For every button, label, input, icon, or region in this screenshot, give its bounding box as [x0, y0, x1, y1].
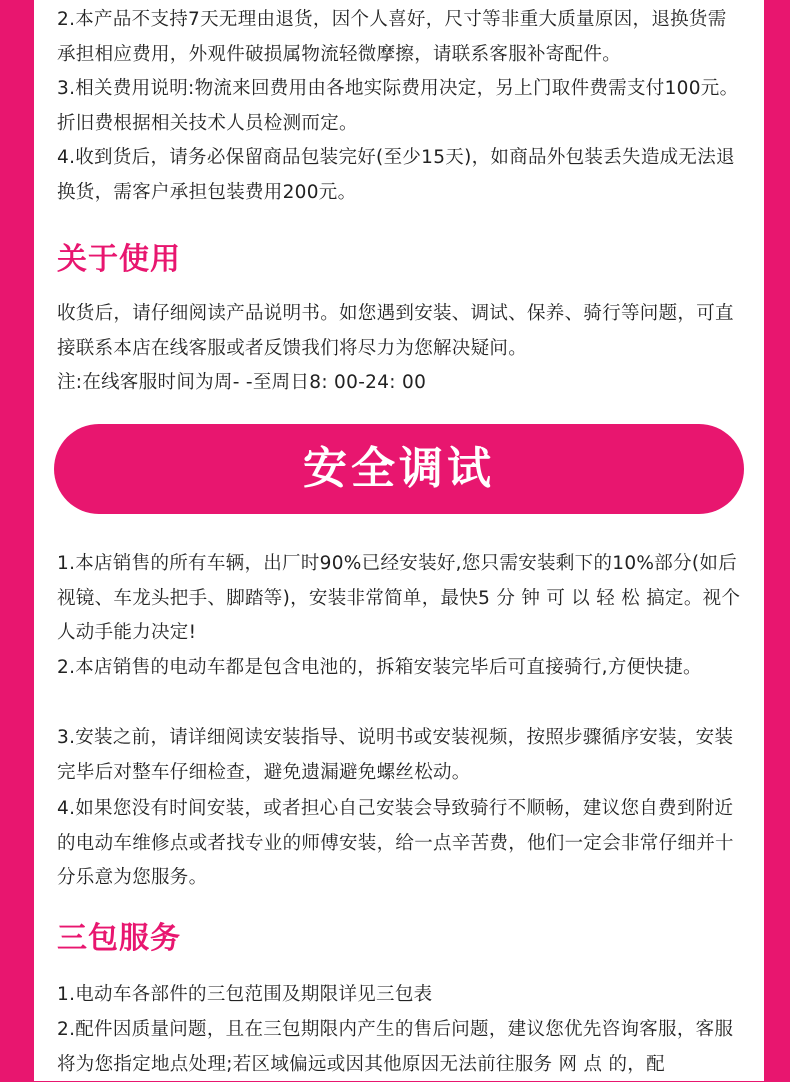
return-policy-item-4: 4.收到货后，请务必保留商品包装完好(至少15天)，如商品外包装丢失造成无法退换货，需客户承担包装费用200元。 [57, 147, 735, 203]
warranty-heading: 三包服务 [57, 921, 181, 956]
usage-note: 注:在线客服时间为周- -至周日8: 00-24: 00 [57, 372, 427, 393]
usage-body: 收货后，请仔细阅读产品说明书。如您遇到安装、调试、保养、骑行等问题，可直接联系本店在线客服或者反馈我们将尽力为您解决疑问。 [57, 303, 734, 359]
safety-item-2: 2.本店销售的电动车都是包含电池的，拆箱安装完毕后可直接骑行,方便快捷。 [57, 657, 702, 678]
usage-heading: 关于使用 [57, 242, 181, 277]
warranty-item-1: 1.电动车各部件的三包范围及期限详见三包表 [57, 984, 433, 1005]
warranty-item-2: 2.配件因质量问题，且在三包期限内产生的售后问题，建议您优先咨询客服，客服将为您指定地点处理;若区域偏远或因其他原因无法前往服务 网 点 的，配 [57, 1019, 734, 1075]
safety-item-3: 3.安装之前，请详细阅读安装指导、说明书或安装视频，按照步骤循序安装，安装完毕后对整车仔细检查，避免遗漏避免螺丝松动。 [57, 727, 734, 783]
return-policy-item-2: 2.本产品不支持7天无理由退货，因个人喜好，尺寸等非重大质量原因，退换货需承担相应费用，外观件破损属物流轻微摩擦，请联系客服补寄配件。 [57, 9, 727, 65]
return-policy-item-3: 3.相关费用说明:物流来回费用由各地实际费用决定，另上门取件费需支付100元。折旧费根据相关技术人员检测而定。 [57, 78, 739, 134]
safety-banner: 安全调试 [54, 424, 744, 514]
safety-item-1: 1.本店销售的所有车辆，出厂时90%已经安装好,您只需安装剩下的10%部分(如后视镜、车龙头把手、脚踏等)，安装非常简单，最快5 分 钟 可 以 轻 松 搞定。视个人动手能力决定! [57, 553, 741, 643]
safety-item-4: 4.如果您没有时间安装，或者担心自己安装会导致骑行不顺畅，建议您自费到附近的电动车维修点或者找专业的师傅安装，给一点辛苦费，他们一定会非常仔细并十分乐意为您服务。 [57, 798, 734, 888]
